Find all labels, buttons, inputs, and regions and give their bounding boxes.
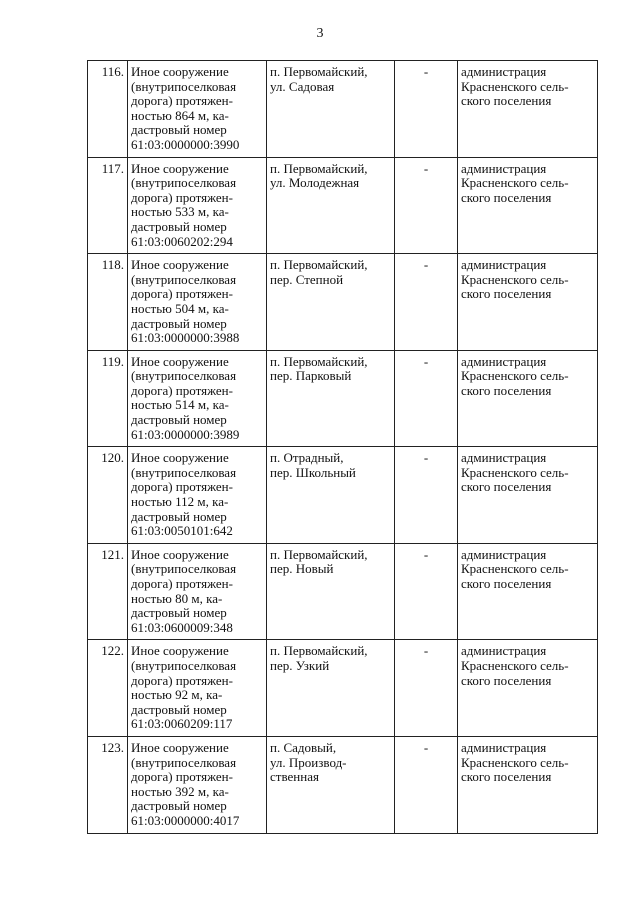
address-cell (267, 61, 395, 158)
object-description-line: (внутрипоселковая (131, 78, 237, 94)
value-dash: - (423, 643, 429, 659)
page-number: 3 (316, 26, 324, 41)
owner-line: ского поселения (461, 286, 552, 302)
owner-line: администрация (461, 739, 547, 755)
object-description-line: ностью 392 м, ка- (131, 783, 229, 799)
value-cell (395, 640, 458, 737)
object-description-line: 61:03:0050101:642 (131, 523, 233, 539)
object-description-line: Иное сооружение (131, 160, 229, 176)
address-line: ул. Молодежная (270, 175, 360, 191)
object-description-cell (128, 543, 267, 640)
address-cell (267, 157, 395, 254)
object-description-line: Иное сооружение (131, 739, 229, 755)
object-description-cell (128, 736, 267, 833)
object-description-line: ностью 533 м, ка- (131, 204, 229, 220)
row-number-cell (88, 61, 128, 158)
owner-cell (458, 543, 598, 640)
value-cell (395, 736, 458, 833)
row-number: 118. (101, 257, 124, 273)
object-description-line: дорога) протяжен- (131, 189, 233, 205)
object-description-line: дастровый номер (131, 218, 227, 234)
address-line: пер. Степной (270, 271, 344, 287)
object-description-line: дастровый номер (131, 412, 227, 428)
owner-line: Красненского сель- (461, 368, 569, 384)
row-number: 119. (101, 353, 124, 369)
row-number: 120. (101, 450, 124, 466)
address-line: пер. Новый (270, 561, 334, 577)
owner-line: администрация (461, 643, 547, 659)
value-cell (395, 350, 458, 447)
value-dash: - (423, 546, 429, 562)
address-cell (267, 543, 395, 640)
value-dash: - (423, 739, 429, 755)
object-description-line: дастровый номер (131, 315, 227, 331)
object-description-cell (128, 447, 267, 544)
address-cell (267, 254, 395, 351)
row-number-cell (88, 736, 128, 833)
owner-cell (458, 447, 598, 544)
row-number: 116. (101, 64, 124, 79)
registry-table-body (88, 61, 598, 834)
owner-line: ского поселения (461, 769, 552, 785)
address-line: пер. Узкий (270, 657, 330, 673)
value-dash: - (423, 353, 429, 369)
table-row (88, 350, 598, 447)
object-description-line: Иное сооружение (131, 450, 229, 466)
object-description-line: (внутрипоселковая (131, 561, 237, 577)
property-registry-table (87, 60, 598, 834)
row-number: 123. (101, 739, 124, 755)
address-line: п. Первомайский, (270, 160, 368, 176)
owner-cell (458, 640, 598, 737)
object-description-line: дорога) протяжен- (131, 576, 233, 591)
address-cell (267, 736, 395, 833)
table-row (88, 640, 598, 737)
address-line: п. Первомайский, (270, 257, 368, 273)
object-description-line: 61:03:0000000:3990 (131, 136, 240, 152)
object-description-line: 61:03:0000000:3988 (131, 330, 240, 346)
object-description-line: дастровый номер (131, 605, 227, 621)
object-description-line: 61:03:0000000:4017 (131, 812, 240, 828)
address-line: ул. Садовая (270, 78, 335, 94)
owner-line: ского поселения (461, 93, 552, 109)
row-number-cell (88, 350, 128, 447)
object-description-cell (128, 157, 267, 254)
value-cell (395, 543, 458, 640)
object-description-line: 61:03:0060209:117 (131, 716, 233, 732)
address-cell (267, 640, 395, 737)
object-description-line: Иное сооружение (131, 353, 229, 369)
object-description-line: дорога) протяжен- (131, 769, 233, 785)
owner-line: администрация (461, 450, 547, 466)
owner-cell (458, 157, 598, 254)
owner-line: Красненского сель- (461, 175, 569, 191)
owner-line: ского поселения (461, 382, 552, 398)
owner-line: Красненского сель- (461, 657, 569, 673)
owner-cell (458, 350, 598, 447)
row-number: 122. (101, 643, 124, 659)
owner-line: Красненского сель- (461, 271, 569, 287)
owner-line: ского поселения (461, 479, 552, 495)
owner-cell (458, 254, 598, 351)
row-number: 117. (101, 160, 124, 176)
address-cell (267, 350, 395, 447)
object-description-line: дорога) протяжен- (131, 93, 233, 109)
value-dash: - (423, 64, 429, 79)
object-description-line: ностью 112 м, ка- (131, 494, 229, 510)
address-line: п. Первомайский, (270, 353, 368, 369)
object-description-line: дорога) протяжен- (131, 382, 233, 398)
object-description-line: дорога) протяжен- (131, 672, 233, 688)
value-cell (395, 447, 458, 544)
value-dash: - (423, 160, 429, 176)
object-description-cell (128, 61, 267, 158)
object-description-line: Иное сооружение (131, 546, 229, 562)
owner-cell (458, 61, 598, 158)
row-number-cell (88, 157, 128, 254)
object-description-line: 61:03:0600009:348 (131, 619, 233, 635)
owner-line: ского поселения (461, 576, 552, 591)
object-description-line: (внутрипоселковая (131, 271, 237, 287)
object-description-line: (внутрипоселковая (131, 368, 237, 384)
object-description-line: 61:03:0000000:3989 (131, 426, 240, 442)
object-description-line: Иное сооружение (131, 257, 229, 273)
table-row (88, 254, 598, 351)
table-row (88, 736, 598, 833)
address-line: п. Первомайский, (270, 64, 368, 79)
object-description-line: ностью 864 м, ка- (131, 107, 229, 123)
table-row (88, 157, 598, 254)
object-description-line: дастровый номер (131, 122, 227, 138)
object-description-line: (внутрипоселковая (131, 657, 237, 673)
owner-line: ского поселения (461, 189, 552, 205)
object-description-line: дастровый номер (131, 798, 227, 814)
row-number: 121. (101, 546, 124, 562)
table-row (88, 447, 598, 544)
address-line: п. Первомайский, (270, 643, 368, 659)
object-description-cell (128, 350, 267, 447)
object-description-cell (128, 640, 267, 737)
object-description-line: дорога) протяжен- (131, 479, 233, 495)
owner-line: Красненского сель- (461, 561, 569, 577)
address-cell (267, 447, 395, 544)
object-description-line: ностью 92 м, ка- (131, 687, 223, 703)
address-line: п. Первомайский, (270, 546, 368, 562)
object-description-line: дастровый номер (131, 508, 227, 524)
object-description-line: дорога) протяжен- (131, 286, 233, 302)
address-line: пер. Школьный (270, 464, 356, 480)
owner-line: администрация (461, 353, 547, 369)
object-description-line: Иное сооружение (131, 643, 229, 659)
object-description-line: ностью 514 м, ка- (131, 397, 229, 413)
owner-cell (458, 736, 598, 833)
object-description-line: 61:03:0060202:294 (131, 233, 233, 249)
value-cell (395, 254, 458, 351)
owner-line: администрация (461, 160, 547, 176)
table-row (88, 543, 598, 640)
object-description-line: Иное сооружение (131, 64, 229, 79)
owner-line: Красненского сель- (461, 464, 569, 480)
address-line: п. Садовый, (270, 739, 337, 755)
address-line: ул. Производ- (270, 754, 347, 770)
object-description-line: (внутрипоселковая (131, 754, 237, 770)
value-dash: - (423, 257, 429, 273)
address-line: п. Отрадный, (270, 450, 344, 466)
owner-line: ского поселения (461, 672, 552, 688)
object-description-line: ностью 504 м, ка- (131, 300, 229, 316)
table-row (88, 61, 598, 158)
object-description-line: ностью 80 м, ка- (131, 590, 223, 606)
owner-line: Красненского сель- (461, 78, 569, 94)
value-cell (395, 157, 458, 254)
row-number-cell (88, 447, 128, 544)
object-description-line: (внутрипоселковая (131, 175, 237, 191)
owner-line: администрация (461, 64, 547, 79)
object-description-cell (128, 254, 267, 351)
object-description-line: (внутрипоселковая (131, 464, 237, 480)
row-number-cell (88, 543, 128, 640)
value-cell (395, 61, 458, 158)
owner-line: Красненского сель- (461, 754, 569, 770)
address-line: пер. Парковый (270, 368, 352, 384)
owner-line: администрация (461, 546, 547, 562)
row-number-cell (88, 640, 128, 737)
owner-line: администрация (461, 257, 547, 273)
address-line: ственная (270, 769, 319, 785)
value-dash: - (423, 450, 429, 466)
row-number-cell (88, 254, 128, 351)
object-description-line: дастровый номер (131, 701, 227, 717)
